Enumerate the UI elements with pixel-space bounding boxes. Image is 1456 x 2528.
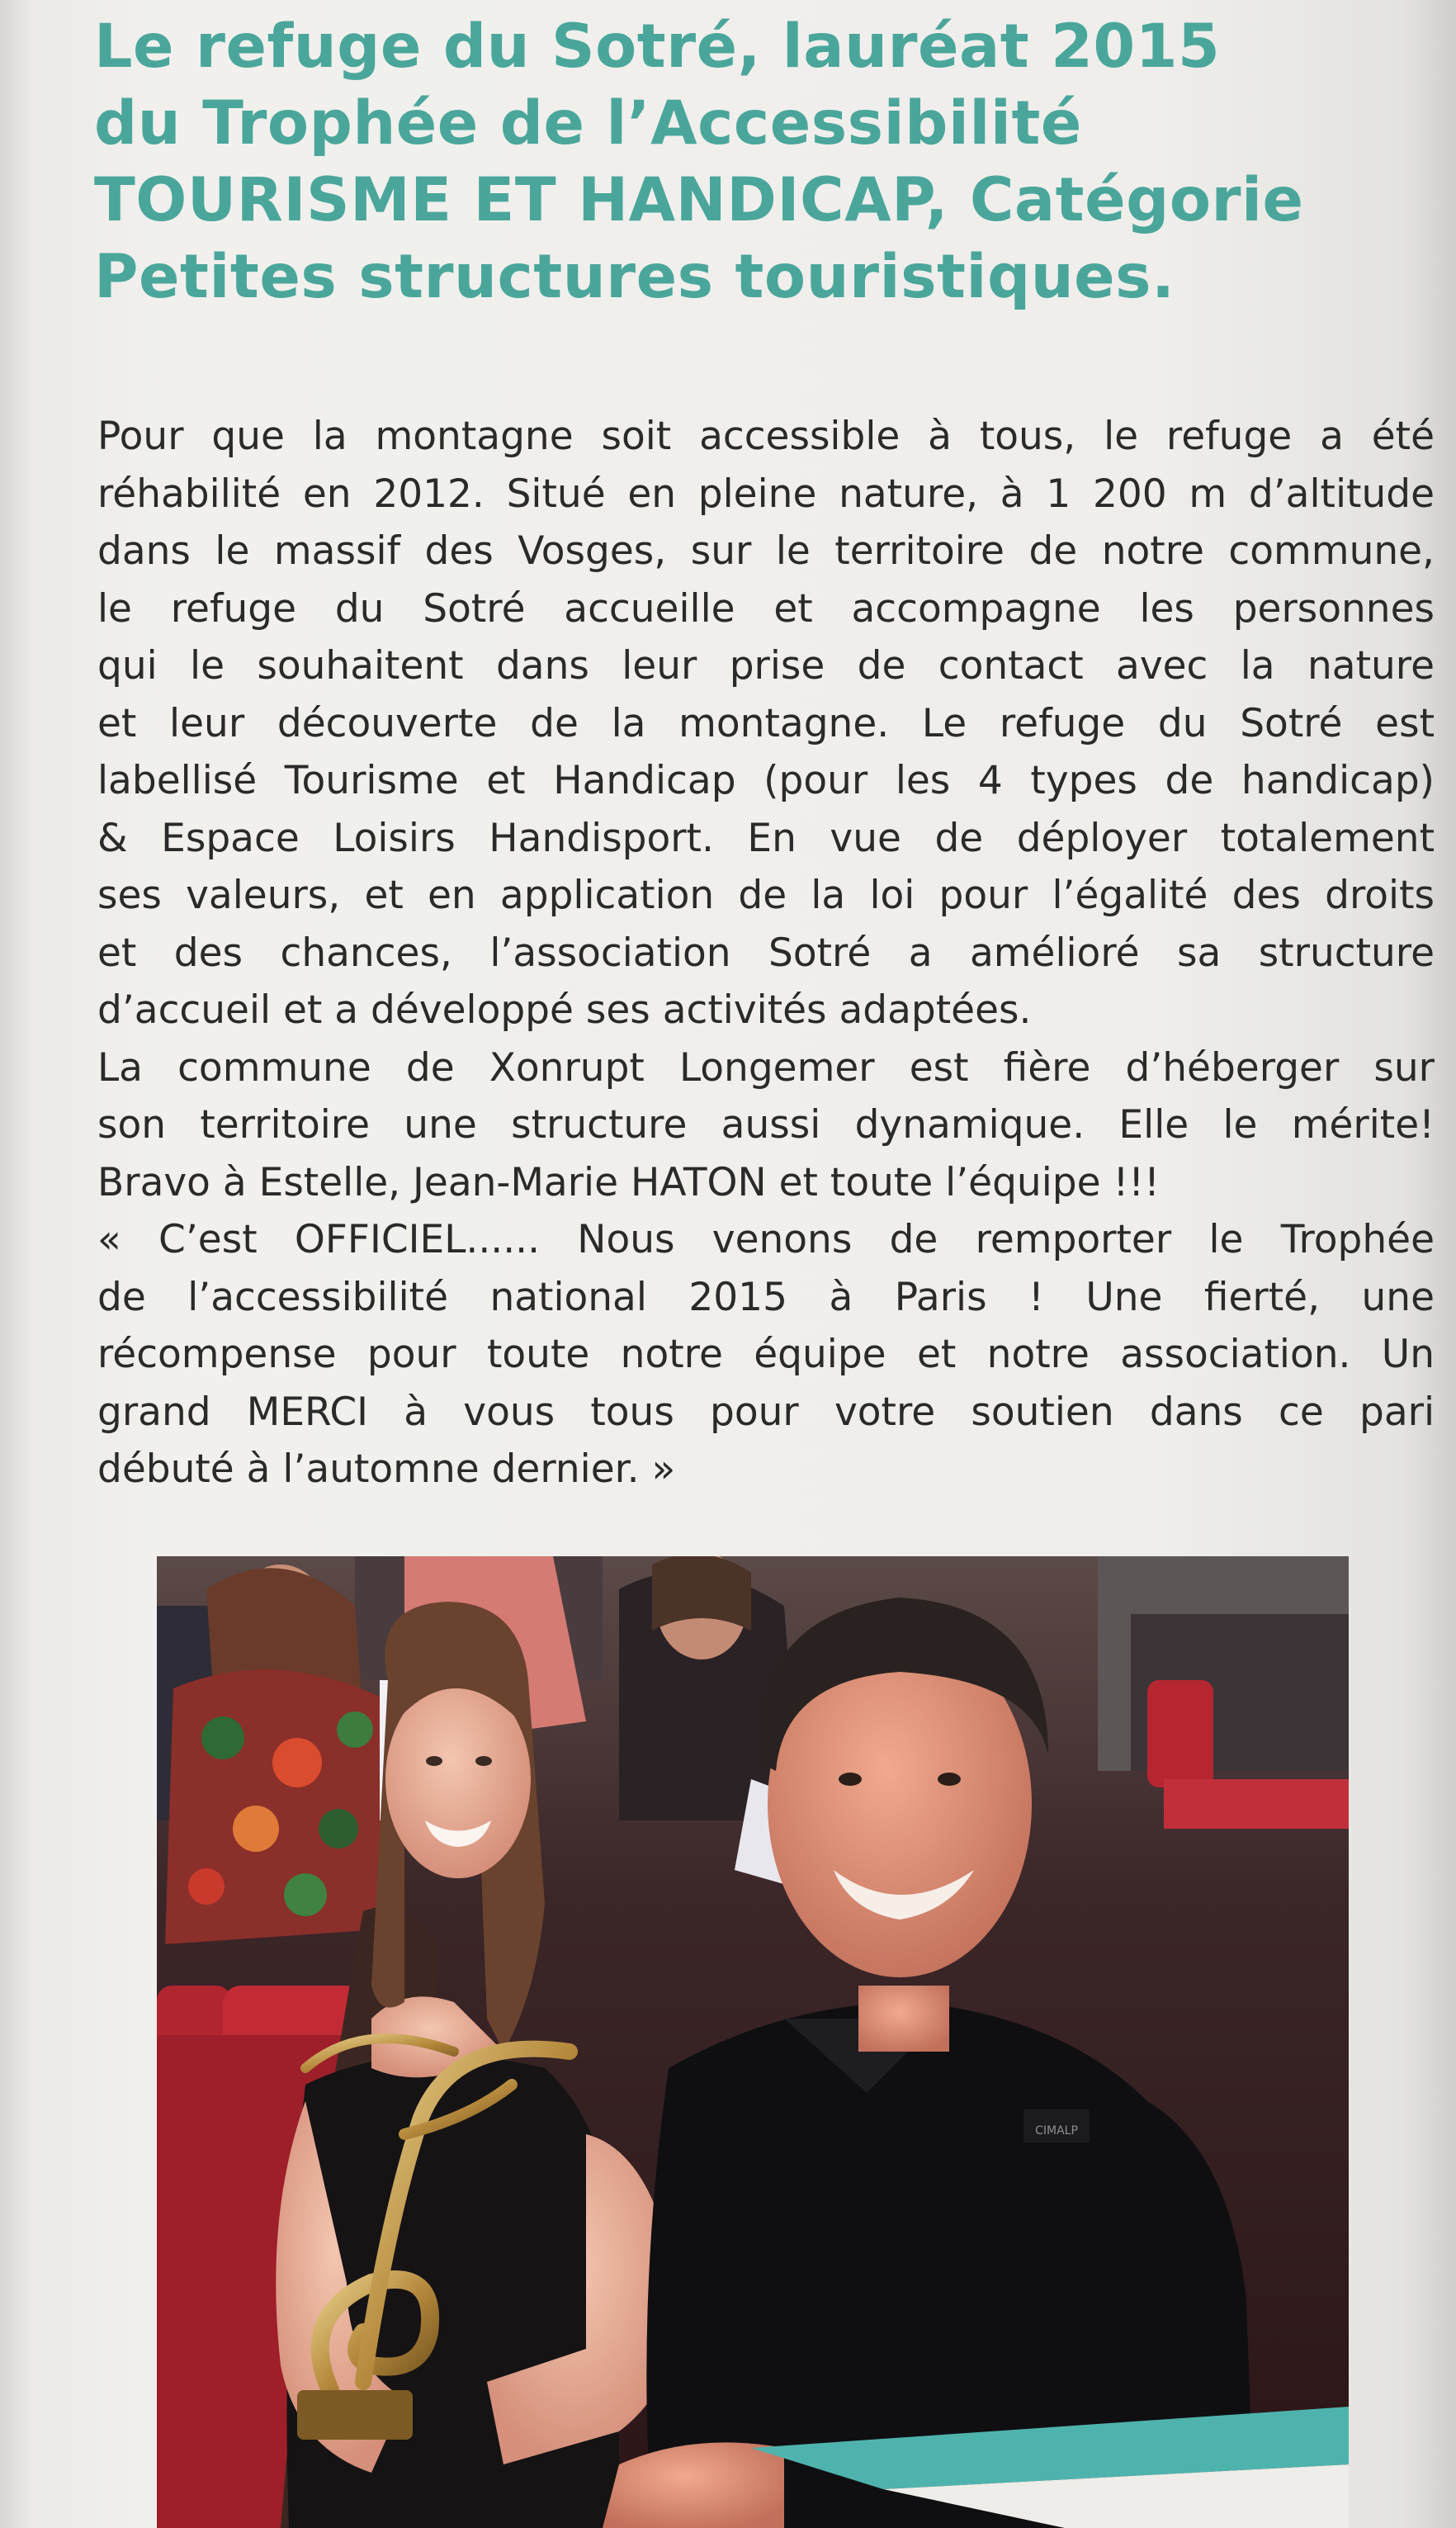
text-line: de l’accessibilité national 2015 à Paris ! Une fierté, une: [97, 1274, 1435, 1320]
text-line: d’accueil et a développé ses activités adaptées.: [97, 987, 1032, 1033]
headline-line: TOURISME ET HANDICAP, Catégorie: [94, 165, 1304, 235]
paragraph-intro: [97, 408, 1435, 1039]
text-line: réhabilité en 2012. Situé en pleine nature, à 1 200 m d’altitude: [97, 471, 1435, 517]
paragraph-commune: [97, 1039, 1435, 1212]
text-line: le refuge du Sotré accueille et accompagne les personnes: [97, 585, 1435, 632]
award-photo-illustration: [157, 1556, 1349, 2528]
headline-line: Le refuge du Sotré, lauréat 2015: [94, 12, 1221, 82]
text-line: débuté à l’automne dernier. »: [97, 1446, 676, 1492]
paragraph-quote: [97, 1211, 1435, 1498]
text-line: ses valeurs, et en application de la loi pour l’égalité des droits: [97, 873, 1435, 918]
text-line: & Espace Loisirs Handisport. En vue de déployer totalement: [97, 815, 1435, 861]
text-line: et leur découverte de la montagne. Le refuge du Sotré est: [97, 700, 1435, 746]
text-line: « C’est OFFICIEL...... Nous venons de remporter le Trophée: [97, 1217, 1435, 1262]
text-line: labellisé Tourisme et Handicap (pour les 4 types de handicap): [97, 758, 1435, 803]
article-headline: [94, 8, 1431, 315]
text-line: qui le souhaitent dans leur prise de contact avec la nature: [97, 643, 1435, 689]
text-line: Bravo à Estelle, Jean-Marie HATON et toute l’équipe !!!: [97, 1159, 1160, 1205]
text-line: récompense pour toute notre équipe et notre association. Un: [97, 1332, 1435, 1377]
headline-line: du Trophée de l’Accessibilité: [94, 88, 1082, 159]
text-line: grand MERCI à vous tous pour votre soutien dans ce pari: [97, 1389, 1435, 1435]
headline-line: Petites structures touristiques.: [94, 242, 1175, 312]
text-line: son territoire une structure aussi dynamique. Elle le mérite!: [97, 1102, 1435, 1148]
article-body: [97, 408, 1435, 1498]
award-photo: [157, 1556, 1349, 2528]
text-line: Pour que la montagne soit accessible à tous, le refuge a été: [97, 414, 1435, 459]
shirt-logo: CIMALP: [1035, 2124, 1078, 2137]
text-line: La commune de Xonrupt Longemer est fière d’héberger sur: [97, 1044, 1435, 1091]
text-line: et des chances, l’association Sotré a amélioré sa structure: [97, 930, 1435, 976]
text-line: dans le massif des Vosges, sur le territoire de notre commune,: [97, 528, 1435, 574]
